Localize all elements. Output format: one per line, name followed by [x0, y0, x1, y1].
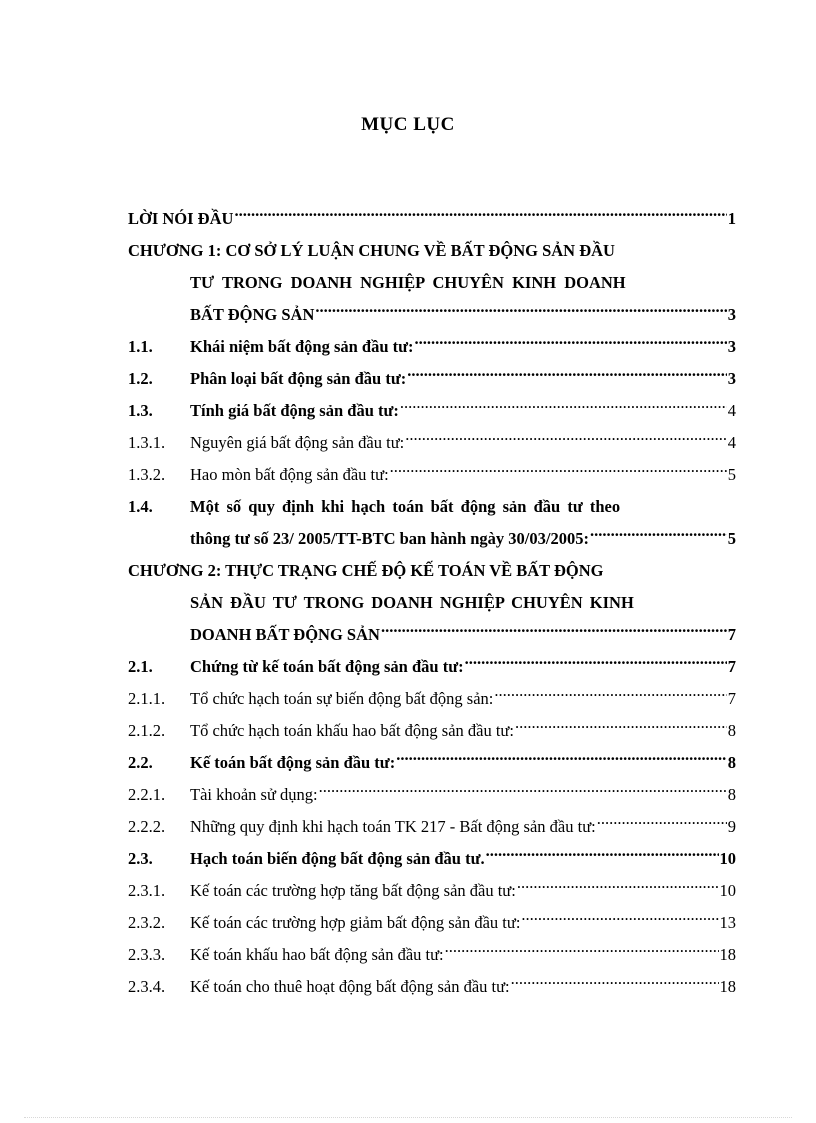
toc-entry-text-line-2: SẢN ĐẦU TƯ TRONG DOANH NGHIỆP CHUYÊN KINH	[190, 593, 634, 612]
toc-entry-text: Tổ chức hạch toán khấu hao bất động sản đầu tư:	[190, 721, 514, 740]
dot-leader	[521, 912, 718, 929]
toc-section-number: 1.1.	[128, 337, 153, 356]
dot-leader	[465, 656, 727, 673]
toc-entry-2-3-2[interactable]	[128, 907, 736, 939]
toc-page-number: 18	[719, 977, 736, 996]
toc-page-number: 7	[727, 657, 736, 676]
toc-entry-text-line-2: thông tư số 23/ 2005/TT-BTC ban hành ngày 30/03/2005:	[190, 529, 589, 548]
page-bottom-divider	[24, 1117, 792, 1118]
toc-page-number: 9	[727, 817, 736, 836]
dot-leader	[590, 528, 727, 545]
toc-entry-text: Những quy định khi hạch toán TK 217 - Bất động sản đầu tư:	[190, 817, 596, 836]
toc-entry-2-1-1[interactable]	[128, 683, 736, 715]
toc-entry-text: Tài khoản sử dụng:	[190, 785, 318, 804]
toc-entry-1-3-1[interactable]	[128, 427, 736, 459]
toc-section-number: 1.3.	[128, 401, 153, 420]
toc-entry-text: Kế toán bất động sản đầu tư:	[190, 753, 396, 772]
toc-page-number: 5	[727, 529, 736, 548]
dot-leader	[381, 624, 727, 641]
dot-leader	[234, 208, 726, 225]
toc-section-number: 2.1.	[128, 657, 153, 676]
toc-section-number: 2.2.	[128, 753, 153, 772]
toc-entry-text-line-2: TƯ TRONG DOANH NGHIỆP CHUYÊN KINH DOANH	[190, 273, 626, 292]
toc-page-number: 7	[727, 625, 736, 644]
toc-page-number: 3	[727, 305, 736, 324]
toc-entry-text: LỜI NÓI ĐẦU	[128, 209, 234, 228]
toc-entry-1-2[interactable]	[128, 363, 736, 395]
toc-entry-text-line-1: CHƯƠNG 1: CƠ SỞ LÝ LUẬN CHUNG VỀ BẤT ĐỘNG SẢN ĐẦU	[128, 241, 615, 260]
toc-entry-chapter-1[interactable]	[128, 235, 736, 331]
toc-section-number: 2.3.	[128, 849, 153, 868]
toc-entry-text: Nguyên giá bất động sản đầu tư:	[190, 433, 405, 452]
dot-leader	[396, 752, 727, 769]
toc-entry-2-1[interactable]	[128, 651, 736, 683]
toc-entry-text-line-1: CHƯƠNG 2: THỰC TRẠNG CHẾ ĐỘ KẾ TOÁN VỀ BẤT ĐỘNG	[128, 561, 604, 580]
toc-entry-text: Chứng từ kế toán bất động sản đầu tư:	[190, 657, 464, 676]
toc-section-number: 2.3.3.	[128, 945, 166, 964]
toc-entry-text: Tổ chức hạch toán sự biến động bất động sản:	[190, 689, 494, 708]
toc-entry-2-3-3[interactable]	[128, 939, 736, 971]
toc-entry-loi-noi-dau[interactable]	[128, 203, 736, 235]
toc-section-number: 2.2.2.	[128, 817, 166, 836]
toc-section-number: 2.3.4.	[128, 977, 166, 996]
toc-entry-text: Khái niệm bất động sản đầu tư:	[190, 337, 414, 356]
toc-page-number: 4	[727, 433, 736, 452]
toc-entry-text: Tính giá bất động sản đầu tư:	[190, 401, 399, 420]
toc-section-number: 1.2.	[128, 369, 153, 388]
toc-entry-1-4[interactable]	[128, 491, 736, 555]
toc-entry-1-3-2[interactable]	[128, 459, 736, 491]
toc-entry-2-3-4[interactable]	[128, 971, 736, 1003]
toc-entry-1-3[interactable]	[128, 395, 736, 427]
toc-entry-text-line-3: DOANH BẤT ĐỘNG SẢN	[190, 625, 380, 644]
toc-entry-text: Phân loại bất động sản đầu tư:	[190, 369, 407, 388]
toc-section-number: 1.3.1.	[128, 433, 166, 452]
toc-entry-2-2-2[interactable]	[128, 811, 736, 843]
toc-page-number: 3	[727, 369, 736, 388]
toc-entry-chapter-2[interactable]	[128, 555, 736, 651]
toc-page-number: 13	[719, 913, 736, 932]
toc-page-number: 7	[727, 689, 736, 708]
toc-entry-2-3-1[interactable]	[128, 875, 736, 907]
toc-section-number: 1.3.2.	[128, 465, 166, 484]
toc-entry-2-1-2[interactable]	[128, 715, 736, 747]
toc-entry-text-line-3: BẤT ĐỘNG SẢN	[190, 305, 315, 324]
dot-leader	[319, 784, 727, 801]
toc-page-number: 10	[719, 849, 736, 868]
toc-page-number: 4	[727, 401, 736, 420]
toc-page-number: 1	[727, 209, 736, 228]
dot-leader	[511, 976, 719, 993]
toc-page-number: 5	[727, 465, 736, 484]
toc-section-number: 2.3.1.	[128, 881, 166, 900]
toc-page-number: 8	[727, 753, 736, 772]
dot-leader	[494, 688, 726, 705]
dot-leader	[517, 880, 719, 897]
toc-section-number: 1.4.	[128, 497, 153, 516]
dot-leader	[445, 944, 719, 961]
toc-entry-text-line-1: Một số quy định khi hạch toán bất động sản đầu tư theo	[190, 497, 621, 516]
toc-entry-2-2[interactable]	[128, 747, 736, 779]
toc-entry-text: Kế toán cho thuê hoạt động bất động sản đầu tư:	[190, 977, 510, 996]
toc-entry-2-3[interactable]	[128, 843, 736, 875]
toc-page-number: 3	[727, 337, 736, 356]
toc-section-number: 2.1.2.	[128, 721, 166, 740]
toc-page-number: 10	[719, 881, 736, 900]
toc-page-number: 18	[719, 945, 736, 964]
toc-entry-text: Kế toán các trường hợp tăng bất động sản đầu tư:	[190, 881, 516, 900]
toc-page-number: 8	[727, 721, 736, 740]
dot-leader	[407, 368, 727, 385]
toc-entry-2-2-1[interactable]	[128, 779, 736, 811]
toc-section-number: 2.1.1.	[128, 689, 166, 708]
dot-leader	[597, 816, 727, 833]
toc-entry-1-1[interactable]	[128, 331, 736, 363]
toc-entry-text: Kế toán các trường hợp giảm bất động sản đầu tư:	[190, 913, 521, 932]
toc-entry-text: Hạch toán biến động bất động sản đầu tư.	[190, 849, 485, 868]
table-of-contents	[128, 203, 736, 1003]
toc-section-number: 2.2.1.	[128, 785, 166, 804]
page-title: MỤC LỤC	[361, 114, 455, 135]
dot-leader	[400, 400, 727, 417]
dot-leader	[515, 720, 727, 737]
dot-leader	[405, 432, 727, 449]
toc-page-number: 8	[727, 785, 736, 804]
toc-section-number: 2.3.2.	[128, 913, 166, 932]
dot-leader	[415, 336, 727, 353]
toc-entry-text: Hao mòn bất động sản đầu tư:	[190, 465, 389, 484]
dot-leader	[390, 464, 727, 481]
dot-leader	[486, 848, 719, 865]
toc-entry-text: Kế toán khấu hao bất động sản đầu tư:	[190, 945, 444, 964]
dot-leader	[315, 304, 726, 321]
